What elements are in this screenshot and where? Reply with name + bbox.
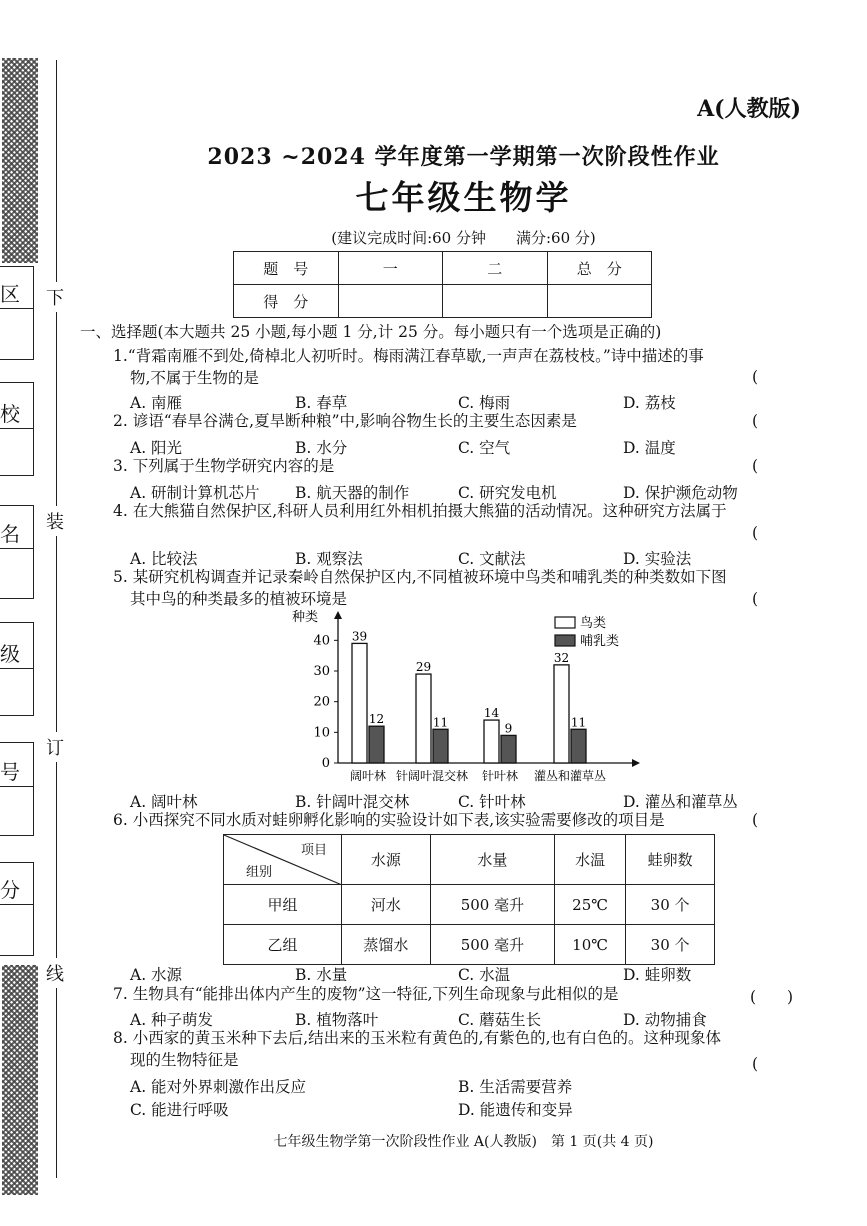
score-header: 题 号 <box>234 252 339 285</box>
question-3-option: A. 研制计算机芯片 <box>130 484 260 502</box>
question-7-option: C. 蘑菇生长 <box>458 1011 542 1029</box>
question-2-option: C. 空气 <box>458 439 511 457</box>
corner-label-item: 项目 <box>300 843 327 858</box>
y-tick-label: 40 <box>313 633 330 649</box>
score-header: 二 <box>443 252 548 285</box>
question-5-option: D. 灌丛和灌草丛 <box>623 793 738 811</box>
bar-mammal <box>571 729 586 763</box>
corner-label-group: 组别 <box>246 865 273 880</box>
data-label: 12 <box>368 712 385 727</box>
question-6-text: 6. 小西探究不同水质对蛙卵孵化影响的实验设计如下表,该实验需要修改的项目是 <box>113 811 665 829</box>
legend-label: 鸟类 <box>580 616 607 631</box>
question-2-option: B. 水分 <box>295 439 348 457</box>
question-7-option: A. 种子萌发 <box>130 1011 214 1029</box>
data-label: 14 <box>483 706 500 721</box>
field-label: 分 <box>0 878 20 902</box>
score-row-label: 得 分 <box>234 285 339 318</box>
question-4-option: A. 比较法 <box>130 550 198 568</box>
column-header: 蛙卵数 <box>626 835 715 885</box>
question-3-option: B. 航天器的制作 <box>295 484 410 502</box>
section-heading: 一、选择题(本大题共 25 小题,每小题 1 分,计 25 分。每小题只有一个选项是正确的) <box>80 323 662 341</box>
class-field <box>0 622 34 716</box>
data-label: 11 <box>570 715 587 730</box>
answer-paren: ( <box>752 524 759 542</box>
question-7-option: B. 植物落叶 <box>295 1011 379 1029</box>
cut-line <box>56 60 57 1178</box>
question-3-text: 3. 下列属于生物学研究内容的是 <box>113 457 335 475</box>
question-1-text-cont: 物,不属于生物的是 <box>130 369 259 387</box>
y-tick-label: 10 <box>313 725 330 741</box>
question-5-text: 5. 某研究机构调查并记录秦岭自然保护区内,不同植被环境中鸟类和哺乳类的种类数如下图 <box>113 568 727 586</box>
table-row <box>224 885 715 925</box>
question-1-option: B. 春草 <box>295 394 348 412</box>
field-line <box>0 668 34 669</box>
question-8-option: A. 能对外界刺激作出反应 <box>130 1078 307 1096</box>
question-3-option: D. 保护濒危动物 <box>623 484 738 502</box>
row-label: 乙组 <box>224 925 342 965</box>
bar-bird <box>416 674 431 763</box>
field-label: 号 <box>0 760 20 784</box>
table-cell: 30 个 <box>626 925 715 965</box>
table-cell: 30 个 <box>626 885 715 925</box>
legend-label: 哺乳类 <box>580 634 620 649</box>
question-7-option: D. 动物捕食 <box>623 1011 707 1029</box>
bar-bird <box>352 643 367 763</box>
question-5-text-cont: 其中鸟的种类最多的植被环境是 <box>130 590 348 608</box>
question-4-option: B. 观察法 <box>295 550 363 568</box>
cut-char: 线 <box>46 958 64 988</box>
table-cell: 10℃ <box>555 925 626 965</box>
y-tick-label: 20 <box>313 694 330 710</box>
x-tick-label: 针阔叶混交林 <box>395 769 469 783</box>
data-label: 32 <box>553 650 570 665</box>
question-5-option: C. 针叶林 <box>458 793 526 811</box>
question-1-option: A. 南雁 <box>130 394 183 412</box>
field-line <box>0 308 34 309</box>
question-8-option: C. 能进行呼吸 <box>130 1101 229 1119</box>
question-3-option: C. 研究发电机 <box>458 484 557 502</box>
score-table <box>233 251 652 318</box>
answer-paren: ( ) <box>750 988 794 1006</box>
cut-char: 装 <box>46 506 64 536</box>
field-label: 区 <box>0 282 20 306</box>
row-label: 甲组 <box>224 885 342 925</box>
column-header: 水温 <box>555 835 626 885</box>
bar-mammal <box>433 729 448 763</box>
question-6-option: C. 水温 <box>458 966 511 984</box>
page-footer: 七年级生物学第一次阶段性作业 A(人教版) 第 1 页(共 4 页) <box>273 1134 654 1150</box>
question-7-text: 7. 生物具有“能排出体内产生的废物”这一特征,下列生命现象与此相似的是 <box>113 985 619 1003</box>
exam-title: 2023 ~2024 学年度第一学期第一次阶段性作业 <box>207 144 720 170</box>
bar-mammal <box>369 726 384 763</box>
question-6-option: A. 水源 <box>130 966 183 984</box>
question-6-option: B. 水量 <box>295 966 348 984</box>
question-2-option: A. 阳光 <box>130 439 183 457</box>
table-corner-cell <box>224 835 342 885</box>
question-4-option: D. 实验法 <box>623 550 692 568</box>
bar-bird <box>554 665 569 763</box>
answer-paren: ( <box>752 811 759 829</box>
bar-bird <box>484 720 499 763</box>
table-cell: 500 毫升 <box>430 925 554 965</box>
score-cell[interactable] <box>443 285 548 318</box>
question-4-option: C. 文献法 <box>458 550 526 568</box>
question-8-option: B. 生活需要营养 <box>458 1078 573 1096</box>
bar-chart <box>290 605 650 795</box>
answer-paren: ( <box>752 590 759 608</box>
answer-paren: ( <box>752 412 759 430</box>
binding-margin <box>0 0 64 1226</box>
school-field <box>0 382 34 476</box>
field-line <box>0 786 34 787</box>
subject-title: 七年级生物学 <box>355 178 572 217</box>
column-header: 水量 <box>430 835 554 885</box>
x-axis-arrow <box>632 759 640 767</box>
question-5-option: B. 针阔叶混交林 <box>295 793 410 811</box>
bar-chart-svg <box>290 605 650 795</box>
answer-paren: ( <box>752 457 759 475</box>
question-1-option: D. 荔枝 <box>623 394 676 412</box>
question-2-option: D. 温度 <box>623 439 676 457</box>
question-8-text-cont: 现的生物特征是 <box>130 1051 239 1069</box>
field-line <box>0 904 34 905</box>
cut-char: 下 <box>46 282 64 312</box>
x-tick-label: 灌丛和灌草丛 <box>533 769 607 783</box>
y-tick-label: 30 <box>313 664 330 679</box>
question-1-text: 1.“背霜南雁不到处,倚棹北人初听时。梅雨满江春草歇,一声声在荔枝枝。”诗中描述的事 <box>113 347 704 365</box>
table-cell: 河水 <box>342 885 431 925</box>
security-pattern-bottom <box>2 965 38 1195</box>
cut-char: 订 <box>46 732 64 762</box>
question-5-option: A. 阔叶林 <box>130 793 198 811</box>
score-cell[interactable] <box>547 285 652 318</box>
bar-mammal <box>501 735 516 763</box>
field-label: 名 <box>0 522 20 546</box>
field-line <box>0 428 34 429</box>
column-header: 水源 <box>342 835 431 885</box>
question-6-option: D. 蛙卵数 <box>623 966 692 984</box>
question-2-text: 2. 谚语“春旱谷满仓,夏旱断种粮”中,影响谷物生长的主要生态因素是 <box>113 412 577 430</box>
field-label: 校 <box>0 402 20 426</box>
question-1-option: C. 梅雨 <box>458 394 511 412</box>
y-tick-label: 0 <box>321 756 330 771</box>
score-header: 总 分 <box>547 252 652 285</box>
y-axis-arrow <box>334 611 342 619</box>
legend-swatch <box>555 617 575 628</box>
data-label: 9 <box>504 721 513 736</box>
x-tick-label: 阔叶林 <box>349 769 387 783</box>
data-label: 39 <box>351 629 368 644</box>
score-cell[interactable] <box>338 285 443 318</box>
table-cell: 蒸馏水 <box>342 925 431 965</box>
answer-paren: ( <box>752 368 759 386</box>
field-label: 级 <box>0 642 20 666</box>
x-tick-label: 针叶林 <box>481 769 519 783</box>
question-8-text: 8. 小西家的黄玉米种下去后,结出来的玉米粒有黄色的,有紫色的,也有白色的。这种现象体 <box>113 1029 721 1047</box>
legend-swatch <box>555 635 575 646</box>
field-line <box>0 548 34 549</box>
answer-paren: ( <box>752 1055 759 1073</box>
security-pattern-top <box>2 58 38 263</box>
question-8-option: D. 能遗传和变异 <box>458 1101 573 1119</box>
table-cell: 25℃ <box>555 885 626 925</box>
y-axis-label: 种类 <box>292 610 319 625</box>
data-label: 29 <box>415 660 432 675</box>
data-label: 11 <box>432 715 449 730</box>
score-header: 一 <box>338 252 443 285</box>
exam-info: (建议完成时间:60 分钟 满分:60 分) <box>331 229 596 247</box>
table-row <box>224 925 715 965</box>
experiment-table <box>223 834 715 965</box>
edition-label: A(人教版) <box>697 96 801 122</box>
question-4-text: 4. 在大熊猫自然保护区,科研人员利用红外相机拍摄大熊猫的活动情况。这种研究方法属于 <box>113 502 727 520</box>
table-cell: 500 毫升 <box>430 885 554 925</box>
